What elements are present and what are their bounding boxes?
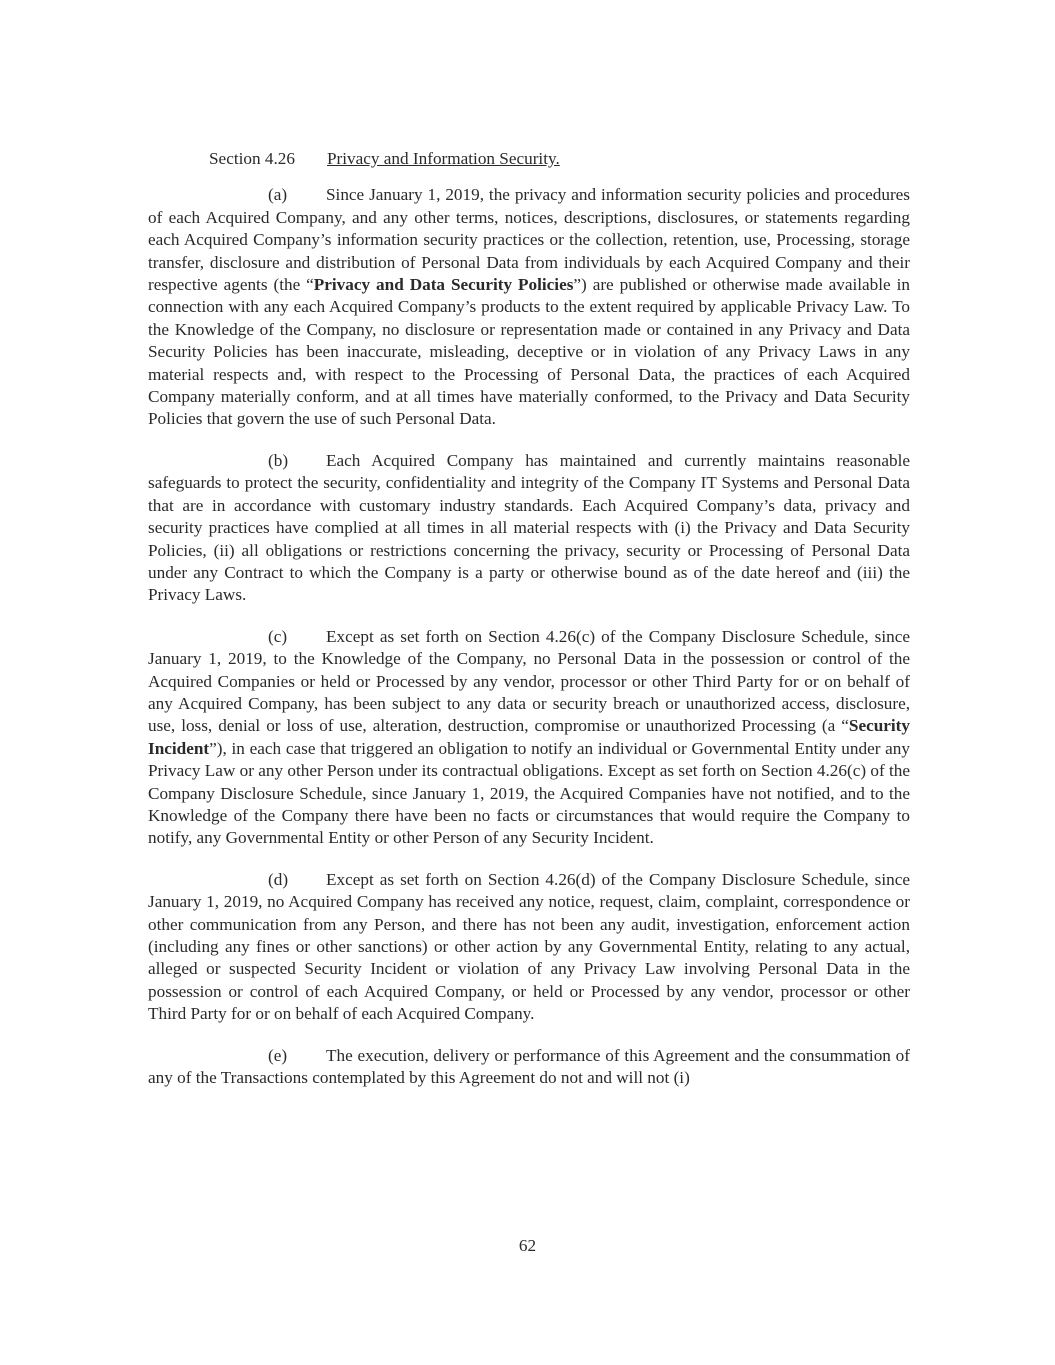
- paragraph-label: (b): [268, 450, 289, 470]
- paragraph-label: (c): [268, 626, 288, 646]
- paragraph-text: Since January 1, 2019, the privacy and information security policies and procedures of each Acquired Company, and any other terms, notices, descriptions, disclosures, or statements regarding each Acquired Company’s information security practices or the collection, retention, use, Processing, storage transfer, disclosure and distribution of Personal Data from individuals by each Acquired Company and their respective agents (the “: [148, 185, 910, 295]
- defined-term: Privacy and Data Security Policies: [313, 275, 574, 295]
- paragraph-text: The execution, delivery or performance of this Agreement and the consummation of any of the Transactions contemplated by this Agreement do not and will not (i): [148, 1045, 910, 1088]
- section-title: Privacy and Information Security.: [327, 149, 560, 168]
- paragraph-text: Except as set forth on Section 4.26(c) of the Company Disclosure Schedule, since January 1, 2019, to the Knowledge of the Company, no Personal Data in the possession or control of the Acquired Companies or held or Processed by any vendor, processor or other Third Party for or on behalf of any Acquired Company, has been subject to any data or security breach or unauthorized access, disclosure, use, loss, denial or loss of use, alteration, destruction, compromise or unauthorized Processing (a “: [148, 626, 910, 736]
- section-number: Section 4.26: [209, 149, 295, 168]
- paragraph-label: (d): [268, 869, 289, 889]
- page-body: [148, 148, 910, 1108]
- defined-term: Security Incident: [148, 716, 910, 758]
- paragraph-c: [148, 626, 910, 850]
- paragraph-text: ”) are published or otherwise made available in connection with any each Acquired Company’s products to the extent required by applicable Privacy Law. To the Knowledge of the Company, no disclosure or representation made or contained in any Privacy and Data Security Policies has been inaccurate, misleading, deceptive or in violation of any Privacy Laws in any material respects and, with respect to the Processing of Personal Data, the practices of each Acquired Company materially conform, and at all times have materially conformed, to the Privacy and Data Security Policies that govern the use of such Personal Data.: [148, 275, 910, 429]
- paragraph-a: [148, 184, 910, 430]
- paragraph-text: Each Acquired Company has maintained and currently maintains reasonable safeguards to protect the security, confidentiality and integrity of the Company IT Systems and Personal Data that are in accordance with customary industry standards. Each Acquired Company’s data, privacy and security practices have complied at all times in all material respects with (i) the Privacy and Data Security Policies, (ii) all obligations or restrictions concerning the privacy, security or Processing of Personal Data under any Contract to which the Company is a party or otherwise bound as of the date hereof and (iii) the Privacy Laws.: [148, 450, 910, 605]
- paragraph-label: (e): [268, 1045, 288, 1065]
- paragraph-text: ”), in each case that triggered an obligation to notify an individual or Governmental Entity under any Privacy Law or any other Person under its contractual obligations. Except as set forth on Section 4.26(c) of the Company Disclosure Schedule, since January 1, 2019, the Acquired Companies have not notified, and to the Knowledge of the Company there have been no facts or circumstances that would require the Company to notify, any Governmental Entity or other Person of any Security Incident.: [148, 738, 910, 848]
- paragraph-e: [148, 1045, 910, 1090]
- page-number: 62: [518, 1236, 537, 1255]
- paragraph-label: (a): [268, 185, 288, 205]
- section-heading: [148, 148, 910, 170]
- paragraph-text: Except as set forth on Section 4.26(d) of the Company Disclosure Schedule, since January 1, 2019, no Acquired Company has received any notice, request, claim, complaint, correspondence or other communication from any Person, and there has not been any audit, investigation, enforcement action (including any fines or other sanctions) or other action by any Governmental Entity, relating to any actual, alleged or suspected Security Incident or violation of any Privacy Law involving Personal Data in the possession or control of each Acquired Company, or held or Processed by any vendor, processor or other Third Party for or on behalf of each Acquired Company.: [148, 869, 910, 1024]
- paragraph-d: [148, 869, 910, 1026]
- paragraph-b: [148, 450, 910, 607]
